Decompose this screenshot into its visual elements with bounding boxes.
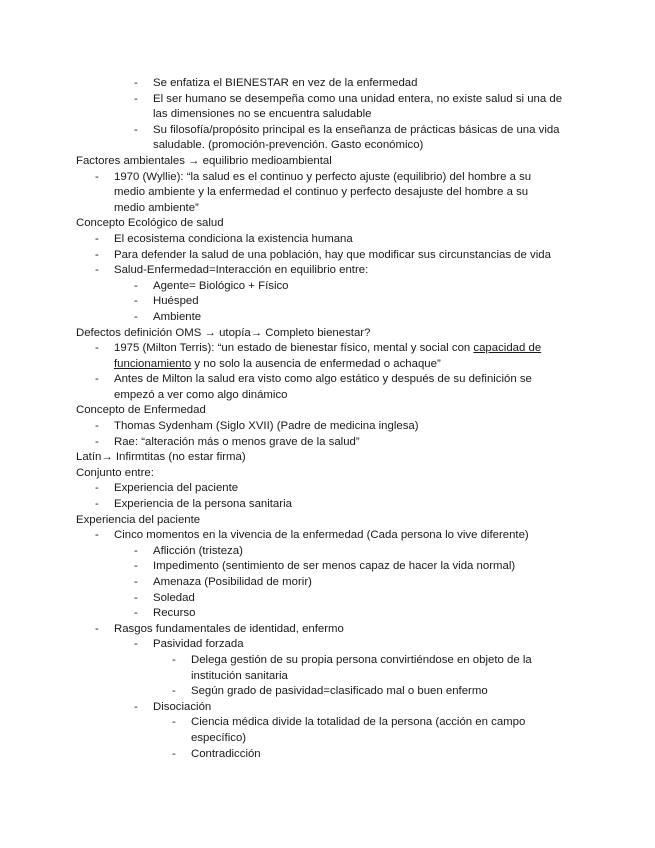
- line-text: El ser humano se desempeña como una unidad entera, no existe salud si una de: [153, 92, 563, 105]
- line-text: Concepto Ecológico de salud: [76, 217, 224, 230]
- list-item-continuation: [76, 107, 586, 123]
- line-text: Para defender la salud de una población, hay que modificar sus circunstancias de vida: [114, 248, 551, 261]
- bullet-dash: -: [134, 560, 138, 573]
- line-text: Antes de Milton la salud era visto como algo estático y después de su definición se: [114, 373, 532, 386]
- list-item: [76, 653, 586, 669]
- list-item: [76, 481, 586, 497]
- list-item: [76, 123, 586, 139]
- list-item: [76, 279, 586, 295]
- list-item: [76, 248, 586, 264]
- list-item: [76, 606, 586, 622]
- bullet-dash: -: [134, 591, 138, 604]
- list-item: [76, 76, 586, 92]
- line-text: Disociación: [153, 700, 212, 713]
- list-item: [76, 544, 586, 560]
- list-item: [76, 372, 586, 388]
- line-text: Rae: “alteración más o menos grave de la salud”: [114, 435, 360, 448]
- bullet-dash: -: [172, 685, 176, 698]
- bullet-dash: -: [95, 373, 99, 386]
- heading-line: [76, 216, 586, 232]
- list-item: [76, 341, 586, 357]
- list-item-continuation: [76, 669, 586, 685]
- list-item: [76, 310, 586, 326]
- bullet-dash: -: [134, 544, 138, 557]
- bullet-dash: -: [95, 342, 99, 355]
- list-item: [76, 92, 586, 108]
- bullet-dash: -: [172, 653, 176, 666]
- list-item: [76, 622, 586, 638]
- line-text: Contradicción: [191, 747, 261, 760]
- bullet-dash: -: [172, 747, 176, 760]
- line-text: Aflicción (tristeza): [153, 544, 243, 557]
- bullet-dash: -: [95, 622, 99, 635]
- bullet-dash: -: [134, 576, 138, 588]
- bullet-dash: -: [95, 498, 99, 511]
- line-text: Se enfatiza el BIENESTAR en vez de la enfermedad: [153, 77, 418, 89]
- heading-line: [76, 154, 586, 170]
- list-item: [76, 294, 586, 310]
- line-text: saludable. (promoción-prevención. Gasto económico): [153, 139, 424, 152]
- bullet-dash: -: [134, 295, 138, 308]
- bullet-dash: -: [134, 279, 138, 292]
- bullet-dash: -: [95, 232, 99, 245]
- list-item: [76, 232, 586, 248]
- list-item: [76, 419, 586, 435]
- line-text: Cinco momentos en la vivencia de la enfermedad (Cada persona lo vive diferente): [114, 529, 529, 542]
- list-item-continuation: [76, 138, 586, 154]
- line-text: Ambiente: [153, 310, 202, 323]
- heading-line: [76, 466, 586, 482]
- bullet-dash: -: [134, 123, 138, 136]
- line-text: Impedimento (sentimiento de ser menos capaz de hacer la vida normal): [153, 560, 516, 573]
- line-text: Rasgos fundamentales de identidad, enfermo: [114, 622, 344, 635]
- line-text: Factores ambientales → equilibrio medioambiental: [76, 154, 332, 167]
- bullet-dash: -: [134, 700, 138, 713]
- bullet-dash: -: [95, 529, 99, 542]
- heading-line: [76, 450, 586, 466]
- list-item-continuation: [76, 185, 586, 201]
- line-text: Defectos definición OMS → utopía→ Completo bienestar?: [76, 326, 371, 339]
- list-item-continuation: [76, 731, 586, 747]
- bullet-dash: -: [134, 92, 138, 105]
- line-text: Según grado de pasividad=clasificado mal o buen enfermo: [191, 685, 488, 698]
- list-item-continuation: [76, 388, 586, 404]
- heading-line: [76, 326, 586, 342]
- line-text: Experiencia de la persona sanitaria: [114, 498, 292, 511]
- list-item: [76, 591, 586, 607]
- line-text: medio ambiente y la enfermedad el continuo y perfecto desajuste del hombre a su: [114, 186, 529, 199]
- list-item: [76, 497, 586, 513]
- underlined-text: funcionamiento: [114, 357, 192, 370]
- line-text: 1975 (Milton Terris): “un estado de bienestar físico, mental y social con: [114, 342, 474, 355]
- line-text: las dimensiones no se encuentra saludable: [153, 108, 372, 121]
- list-item-continuation: [76, 357, 586, 373]
- list-item: [76, 528, 586, 544]
- list-item: [76, 700, 586, 716]
- list-item: [76, 747, 586, 763]
- line-text: Latín→ Infirmtitas (no estar firma): [76, 451, 246, 464]
- list-item: [76, 575, 586, 591]
- list-item: [76, 559, 586, 575]
- line-text: Soledad: [153, 591, 195, 604]
- line-text: Su filosofía/propósito principal es la enseñanza de prácticas básicas de una vida: [153, 123, 560, 136]
- line-text: Huésped: [153, 295, 199, 308]
- line-text: Ciencia médica divide la totalidad de la persona (acción en campo: [191, 716, 526, 729]
- list-item: [76, 637, 586, 653]
- line-text: Concepto de Enfermedad: [76, 404, 206, 417]
- list-item-continuation: [76, 201, 586, 217]
- bullet-dash: -: [95, 435, 99, 448]
- line-text: Thomas Sydenham (Siglo XVII) (Padre de medicina inglesa): [114, 420, 419, 433]
- document-body: [76, 76, 586, 762]
- line-text: y no solo la ausencia de enfermedad o achaque”: [191, 357, 441, 370]
- line-text: Agente= Biológico + Físico: [153, 279, 289, 292]
- line-text: Delega gestión de su propia persona convirtiéndose en objeto de la: [191, 653, 532, 666]
- bullet-dash: -: [95, 420, 99, 433]
- line-text: Salud-Enfermedad=Interacción en equilibrio entre:: [114, 264, 369, 277]
- line-text: medio ambiente”: [114, 201, 199, 214]
- heading-line: [76, 403, 586, 419]
- line-text: institución sanitaria: [191, 669, 288, 682]
- line-text: Experiencia del paciente: [76, 513, 201, 526]
- bullet-dash: -: [95, 170, 99, 183]
- list-item: [76, 170, 586, 186]
- bullet-dash: -: [172, 716, 176, 729]
- line-text: 1970 (Wyllie): “la salud es el continuo y perfecto ajuste (equilibrio) del hombre a su: [114, 170, 532, 183]
- bullet-dash: -: [134, 607, 138, 620]
- underlined-text: capacidad de: [473, 342, 542, 355]
- bullet-dash: -: [95, 482, 99, 495]
- list-item: [76, 435, 586, 451]
- list-item: [76, 684, 586, 700]
- line-text: Amenaza (Posibilidad de morir): [153, 576, 312, 588]
- line-text: Experiencia del paciente: [114, 482, 239, 495]
- bullet-dash: -: [95, 264, 99, 277]
- line-text: empezó a ver como algo dinámico: [114, 388, 288, 401]
- line-text: Recurso: [153, 607, 196, 620]
- line-text: Pasividad forzada: [153, 638, 244, 651]
- line-text: El ecosistema condiciona la existencia humana: [114, 232, 353, 245]
- bullet-dash: -: [134, 310, 138, 323]
- bullet-dash: -: [95, 248, 99, 261]
- bullet-dash: -: [134, 638, 138, 651]
- heading-line: [76, 513, 586, 529]
- list-item: [76, 715, 586, 731]
- line-text: Conjunto entre:: [76, 466, 154, 479]
- list-item: [76, 263, 586, 279]
- bullet-dash: -: [134, 77, 138, 89]
- line-text: específico): [191, 731, 247, 744]
